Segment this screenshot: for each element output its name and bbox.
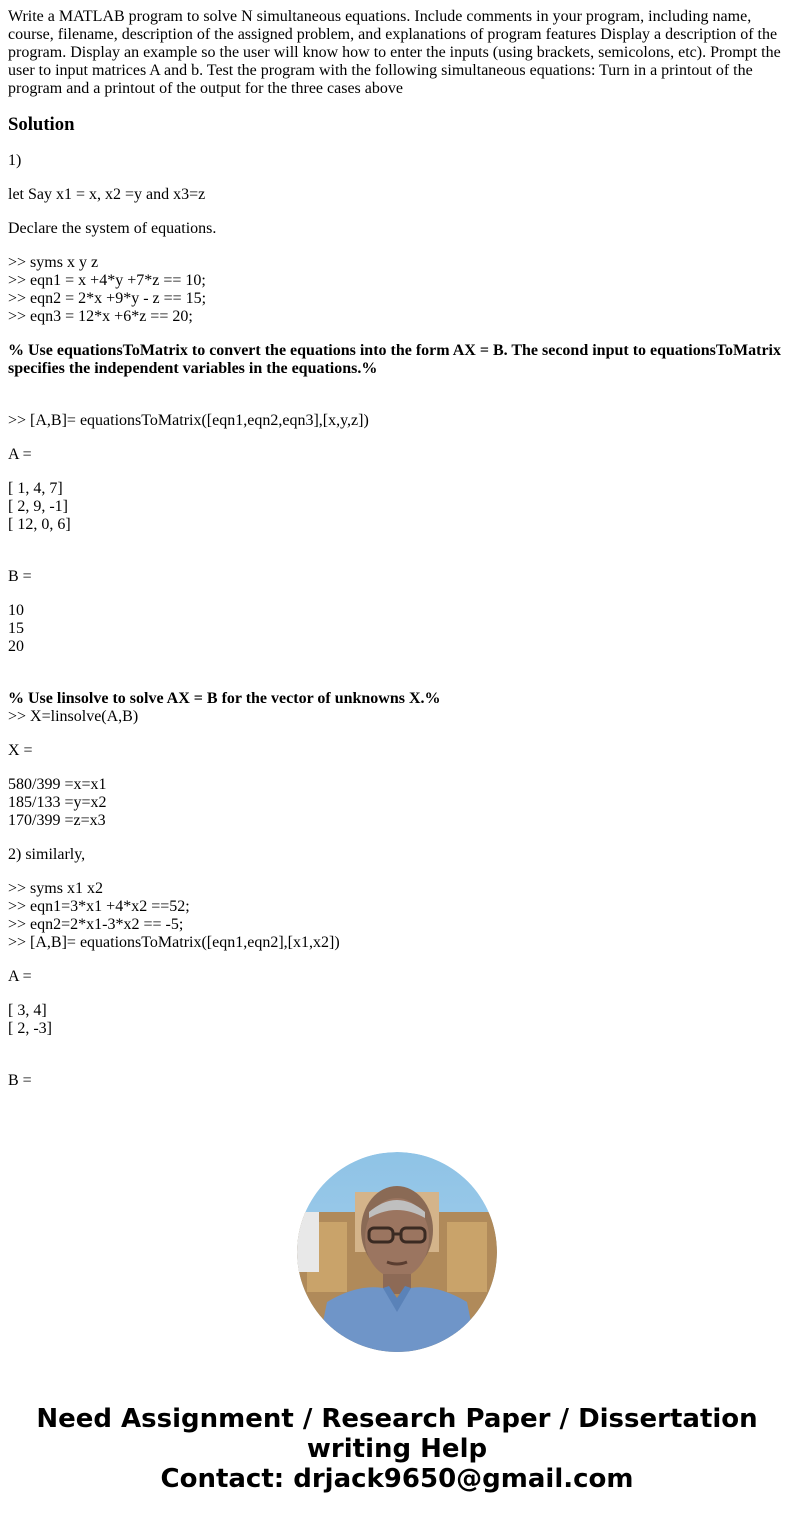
part2-label: 2) similarly,	[8, 846, 86, 863]
question-text: Write a MATLAB program to solve N simultaneous equations. Include comments in your program, including name, course, filename, description of the assigned problem, and explanations of program features Display a description of the program. Display an example so the user will know how to enter the inputs (using brackets, semicolons, etc). Prompt the user to input matrices A and b. Test the program with the following simultaneous equations: Turn in a printout of the program and a printout of the output for the three cases above	[8, 8, 781, 97]
matrix-row: 20	[8, 638, 24, 655]
solution-row: 580/399 =x=x1	[8, 776, 107, 793]
matrix-row: 10	[8, 602, 24, 619]
a2-matrix	[8, 1002, 786, 1038]
a-label: A =	[8, 446, 32, 463]
comment-linsolve: % Use linsolve to solve AX = B for the vector of unknowns X.%	[8, 690, 441, 707]
promo-text	[0, 1404, 794, 1494]
b-label: B =	[8, 568, 32, 585]
promo-contact: Contact: drjack9650@gmail.com	[160, 1464, 634, 1494]
code-line: >> syms x1 x2	[8, 880, 103, 897]
matrix-row: [ 2, 9, -1]	[8, 498, 68, 515]
x-label: X =	[8, 742, 33, 759]
promo-line: Need Assignment / Research Paper / Dissertation	[36, 1404, 758, 1434]
variable-substitution: let Say x1 = x, x2 =y and x3=z	[8, 186, 206, 203]
matrix-command: >> [A,B]= equationsToMatrix([eqn1,eqn2,eqn3],[x,y,z])	[8, 412, 369, 429]
linsolve-command: >> X=linsolve(A,B)	[8, 708, 139, 725]
promo-line: writing Help	[306, 1434, 488, 1464]
comment-equations-to-matrix: % Use equationsToMatrix to convert the equations into the form AX = B. The second input to equationsToMatrix specifies the independent variables in the equations.%	[8, 342, 781, 377]
solution-heading: Solution	[8, 114, 75, 135]
code-line: >> eqn2=2*x1-3*x2 == -5;	[8, 916, 184, 933]
matrix-row: 15	[8, 620, 24, 637]
code-line: >> eqn1=3*x1 +4*x2 ==52;	[8, 898, 190, 915]
part2-code-block	[8, 880, 786, 952]
declare-text: Declare the system of equations.	[8, 220, 217, 237]
code-line: >> eqn1 = x +4*y +7*z == 10;	[8, 272, 206, 289]
x-solution	[8, 776, 786, 830]
person-photo-icon	[297, 1152, 497, 1352]
part1-label: 1)	[8, 152, 22, 169]
a-matrix	[8, 480, 786, 534]
solution-row: 185/133 =y=x2	[8, 794, 107, 811]
b2-label: B =	[8, 1072, 32, 1089]
matrix-row: [ 2, -3]	[8, 1020, 52, 1037]
code-line: >> syms x y z	[8, 254, 99, 271]
matrix-row: [ 1, 4, 7]	[8, 480, 63, 497]
matrix-row: [ 3, 4]	[8, 1002, 47, 1019]
code-line: >> [A,B]= equationsToMatrix([eqn1,eqn2],[x1,x2])	[8, 934, 340, 951]
linsolve-block	[8, 690, 786, 726]
a2-label: A =	[8, 968, 32, 985]
promo-footer	[0, 1152, 794, 1494]
code-line: >> eqn3 = 12*x +6*z == 20;	[8, 308, 193, 325]
matrix-row: [ 12, 0, 6]	[8, 516, 71, 533]
b-matrix	[8, 602, 786, 656]
solution-row: 170/399 =z=x3	[8, 812, 106, 829]
document-body	[8, 8, 786, 1106]
code-line: >> eqn2 = 2*x +9*y - z == 15;	[8, 290, 207, 307]
part1-code-block	[8, 254, 786, 326]
